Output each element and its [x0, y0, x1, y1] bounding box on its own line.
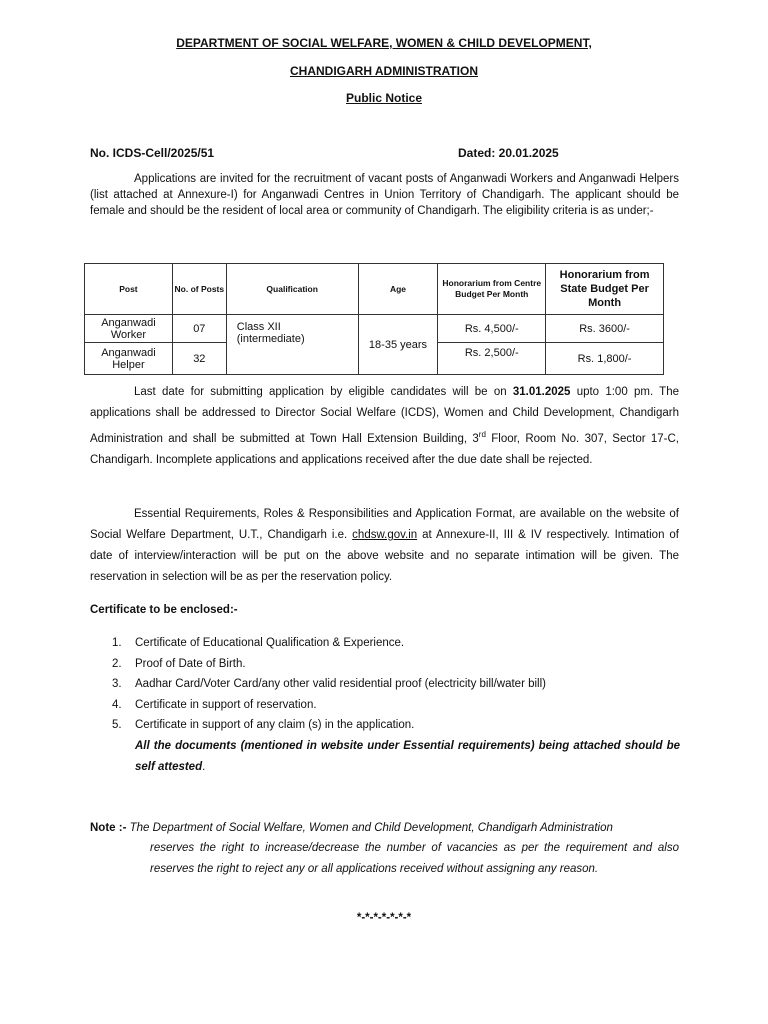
notice-date: Dated: 20.01.2025: [458, 146, 559, 160]
submission-text-b: upto 1:00 pm. The applications shall be addressed to Director Social Welfare (ICDS), Women and Child Development, Chandigarh Administration and shall be submitted at Town Hall Extension Building, 3: [90, 386, 679, 445]
note-line1: The Department of Social Welfare, Women and Child Development, Chandigarh Administration: [129, 822, 613, 834]
certificates-heading: Certificate to be enclosed:-: [90, 604, 238, 616]
self-attested-text: All the documents (mentioned in website under Essential requirements) being attached should be self attested: [135, 740, 680, 773]
list-item: [112, 654, 692, 675]
requirements-text-a: Essential Requirements, Roles & Responsibilities and Application Format, are available on the website of Social Welfare Department, U.T., Chandigarh i.e.: [90, 508, 679, 541]
note-label: Note :-: [90, 822, 127, 834]
note-continuation: reserves the right to increase/decrease the number of vacancies as per the requirement and also reserves the right to reject any or all applications received without assigning any reason.: [150, 842, 679, 875]
col-header-centre-honorarium: Honorarium from Centre Budget Per Month: [438, 264, 546, 315]
posts-cell: 32: [172, 343, 226, 375]
notice-title: Public Notice: [345, 91, 422, 105]
post-cell: Anganwadi Helper: [85, 343, 173, 375]
requirements-paragraph: [90, 504, 679, 588]
state-honorarium-cell: Rs. 1,800/-: [546, 343, 664, 375]
list-number: 2.: [112, 657, 122, 670]
table-row: [85, 315, 664, 343]
list-item: [112, 633, 692, 654]
list-number: 5.: [112, 719, 122, 731]
administration-heading: CHANDIGARH ADMINISTRATION: [290, 64, 478, 78]
footer-separator: *-*-*-*-*-*-*: [356, 912, 412, 924]
department-heading: DEPARTMENT OF SOCIAL WELFARE, WOMEN & CHILD DEVELOPMENT,: [176, 36, 592, 50]
reference-number: No. ICDS-Cell/2025/51: [90, 146, 215, 160]
submission-text-c: Floor, Room No. 307, Sector 17-C, Chandigarh. Incomplete applications and applications received after the due date shall be rejected.: [90, 432, 679, 466]
certificates-list: [112, 633, 692, 736]
state-honorarium-cell: Rs. 3600/-: [546, 315, 664, 343]
col-header-age: Age: [358, 264, 438, 315]
eligibility-table: [84, 263, 664, 375]
website-link[interactable]: chdsw.gov.in: [352, 529, 418, 541]
col-header-no-of-posts: No. of Posts: [172, 264, 226, 315]
submission-paragraph: [90, 382, 679, 471]
qualification-cell: [226, 315, 358, 375]
col-header-state-honorarium: Honorarium from State Budget Per Month: [546, 264, 664, 315]
last-date: 31.01.2025: [512, 386, 571, 398]
list-item-text: Certificate of Educational Qualification & Experience.: [135, 637, 405, 649]
qualification-line2: (intermediate): [236, 333, 305, 345]
self-attested-note: [135, 736, 680, 777]
intro-paragraph: [90, 171, 679, 219]
intro-text: Applications are invited for the recruitment of vacant posts of Anganwadi Workers and Anganwadi Helpers (list attached at Annexure-I) for Anganwadi Centres in Union Territory of Chandigarh. The applicant should be female and should be the resident of local area or community of Chandigarh. The eligibility criteria is as under;-: [90, 173, 679, 217]
col-header-qualification: Qualification: [226, 264, 358, 315]
posts-cell: 07: [172, 315, 226, 343]
list-item-text: Certificate in support of any claim (s) in the application.: [135, 719, 415, 731]
list-item: [112, 695, 692, 716]
list-number: 4.: [112, 698, 122, 711]
centre-honorarium-cell: Rs. 2,500/-: [438, 343, 546, 375]
list-number: 3.: [112, 678, 122, 690]
list-item-text: Aadhar Card/Voter Card/any other valid residential proof (electricity bill/water bill): [135, 678, 546, 690]
qualification-line1: Class XII: [236, 321, 281, 333]
age-cell: 18-35 years: [358, 315, 438, 375]
post-cell: Anganwadi Worker: [85, 315, 173, 343]
col-header-post: Post: [85, 264, 173, 315]
list-item: [112, 715, 692, 736]
list-item-text: Certificate in support of reservation.: [135, 698, 317, 711]
ordinal-suffix: rd: [478, 430, 486, 439]
centre-honorarium-cell: Rs. 4,500/-: [438, 315, 546, 343]
note-line: [90, 818, 679, 839]
self-attested-end: .: [202, 760, 206, 773]
requirements-text-b: at Annexure-II, III & IV respectively. Intimation of date of interview/interaction will be put on the above website and no separate intimation will be given. The reservation in selection will be as per the reservation policy.: [90, 529, 680, 583]
list-item-text: Proof of Date of Birth.: [135, 657, 246, 670]
list-number: 1.: [112, 637, 122, 649]
list-item: [112, 674, 692, 695]
submission-text-a: Last date for submitting application by eligible candidates will be on: [134, 386, 513, 398]
